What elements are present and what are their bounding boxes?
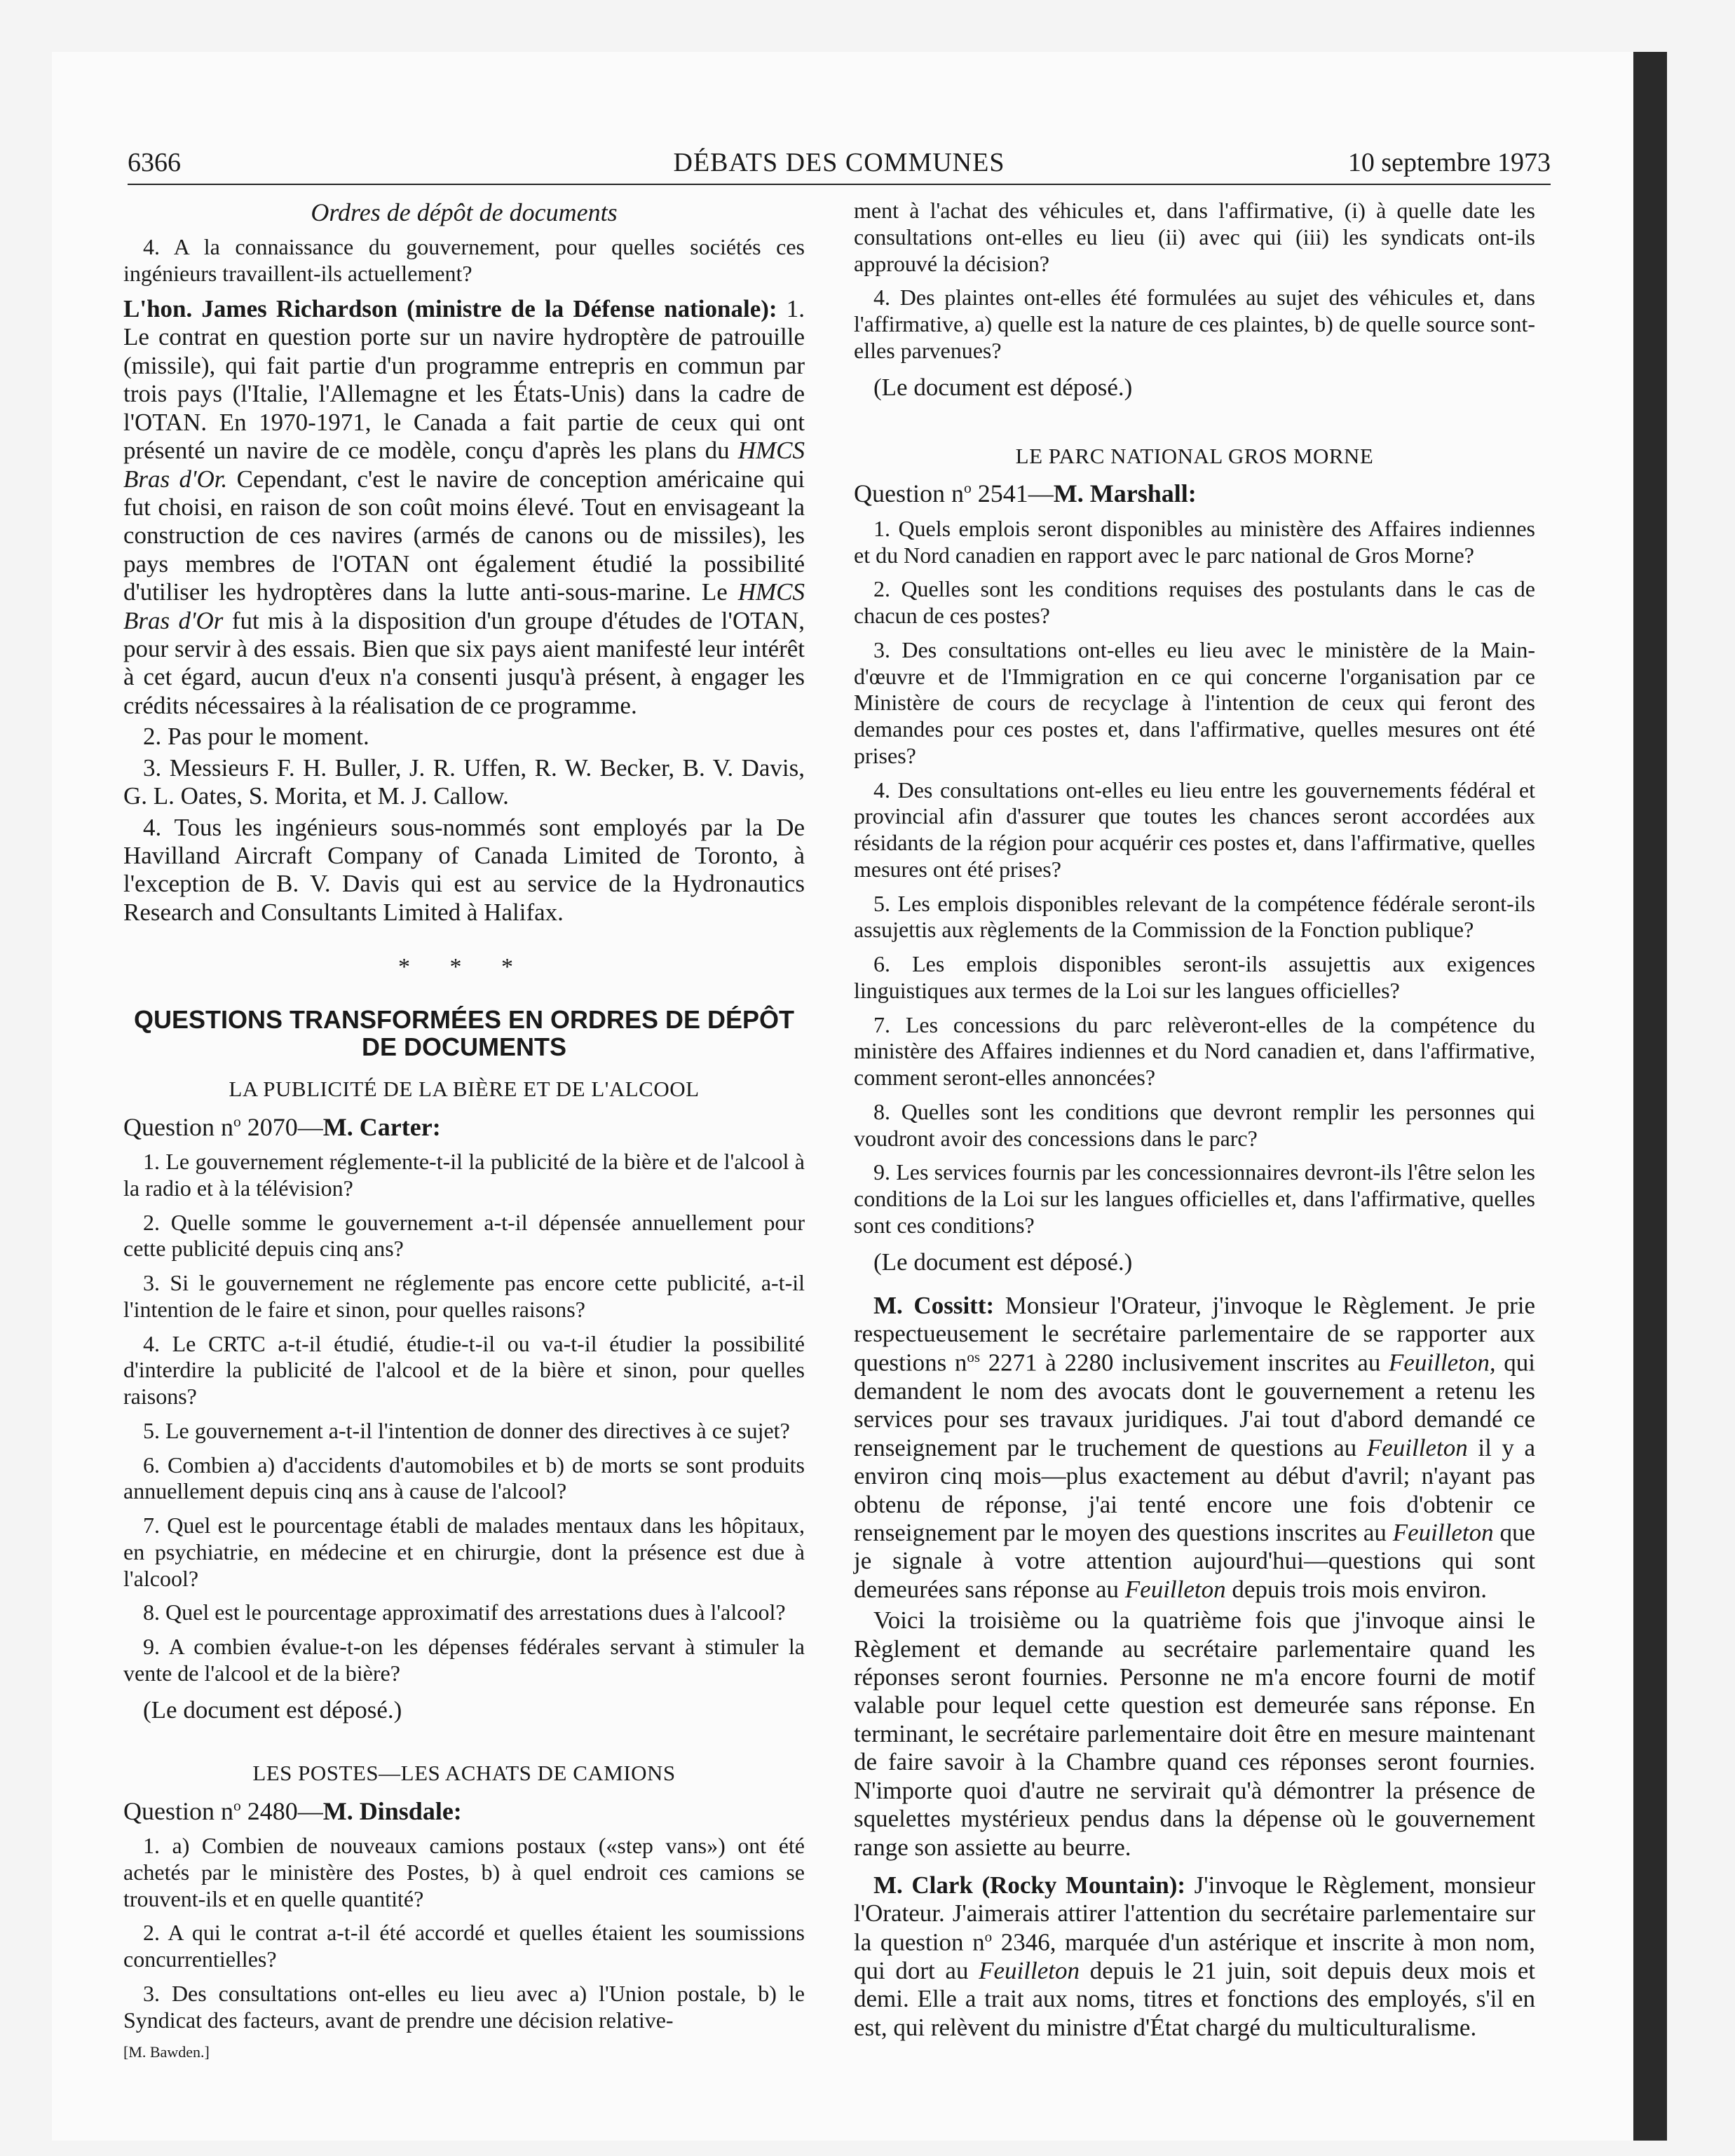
question-item: 1. Le gouvernement réglemente-t-il la publicité de la bière et de l'alcool à la radio et à la télévision? xyxy=(123,1149,805,1201)
page-number: 6366 xyxy=(128,148,181,177)
question-heading xyxy=(123,1796,805,1826)
subheading-beer: LA PUBLICITÉ DE LA BIÈRE ET DE L'ALCOOL xyxy=(229,1077,700,1102)
question-number: 2541— xyxy=(971,479,1054,508)
question-item: 6. Les emplois disponibles seront-ils assujettis aux exigences linguistiques aux termes de la Loi sur les langues officielles? xyxy=(854,951,1535,1003)
feuilleton-ref: Feuilleton xyxy=(1124,1575,1226,1603)
question-item: 6. Combien a) d'accidents d'automobiles et b) de morts se sont produits annuellement depuis cinq ans à cause de l'alcool? xyxy=(123,1452,805,1504)
ship-name: HMCS Bras d'Or xyxy=(123,578,805,634)
feuilleton-ref: Feuilleton xyxy=(1392,1518,1494,1546)
feuilleton-ref: Feuilleton, xyxy=(1389,1349,1496,1377)
question-item: 4. Le CRTC a-t-il étudié, étudie-t-il ou va-t-il étudier la possibilité d'interdire la publicité de l'alcool et de la bière et sinon, pour quelles raisons? xyxy=(123,1330,805,1410)
question-heading xyxy=(123,1112,805,1142)
answer-text: fut mis à la disposition d'un groupe d'études de l'OTAN, pour servir à des essais. Bien que six pays aient manifesté leur intérêt à cet égard, aucun d'eux n'a consenti jusqu'à présent, à engager les crédits nécessaires à la réalisation de ce programme. xyxy=(123,606,805,719)
tabled-notice: (Le document est déposé.) xyxy=(873,1248,1133,1276)
answer-item: 3. Messieurs F. H. Buller, J. R. Uffen, R. W. Becker, B. V. Davis, G. L. Oates, S. Morita, et M. J. Callow. xyxy=(123,753,805,810)
left-column xyxy=(123,198,805,2061)
speech-text: 2271 à 2280 inclusivement inscrites au xyxy=(980,1349,1389,1377)
question-item: 7. Quel est le pourcentage établi de malades mentaux dans les hôpitaux, en psychiatrie, en médecine et en chirurgie, dont la présence est due à l'alcool? xyxy=(123,1513,805,1591)
question-number: 2070— xyxy=(240,1112,323,1141)
question-item: 2. Quelles sont les conditions requises des postulants dans le cas de chacun de ces postes? xyxy=(854,576,1535,629)
number-sign: o xyxy=(964,479,972,497)
question-item: 3. Des consultations ont-elles eu lieu avec le ministère de la Main-d'œuvre et de l'Immigration en ce qui concerne l'organisation par ce Ministère de cours de recyclage à l'intention de ceux qui feront des demandes pour ces postes et, dans l'affirmative, quelles mesures ont été prises? xyxy=(854,636,1535,768)
speaker-name: M. Cossitt: xyxy=(873,1291,995,1319)
section-separator: * * * xyxy=(398,954,530,981)
question-item: 1. Quels emplois seront disponibles au ministère des Affaires indiennes et du Nord canadien en rapport avec le parc national de Gros Morne? xyxy=(854,515,1535,568)
question-continuation: ment à l'achat des véhicules et, dans l'affirmative, (i) à quelle date les consultations ont-elles eu lieu (ii) avec qui (iii) les syndicats ont-ils approuvé la décision? xyxy=(854,198,1535,276)
question-number: 2480— xyxy=(240,1796,323,1825)
question-item: 4. Des plaintes ont-elles été formulées au sujet des véhicules et, dans l'affirmative, a) quelle est la nature de ces plaintes, b) de quelle source sont-elles parvenues? xyxy=(854,285,1535,363)
speech-text: depuis le 21 juin, soit depuis deux mois et demi. Elle a trait aux noms, titres et fonctions des employés, s'il en est, qui relèvent du ministre d'État chargé du multiculturalisme. xyxy=(854,1956,1535,2041)
speech-text: J'invoque le Règlement, monsieur l'Orateur. J'aimerais attirer l'attention du secrétaire parlementaire sur la question n xyxy=(854,1871,1535,1956)
beer-question-list xyxy=(123,1149,805,1687)
member-name: M. Dinsdale: xyxy=(322,1796,462,1825)
question-item: 3. Si le gouvernement ne réglemente pas encore cette publicité, a-t-il l'intention de le faire et sinon, pour quelles raisons? xyxy=(123,1270,805,1322)
right-column xyxy=(854,198,1535,2045)
answer-text: Cependant, c'est le navire de conception américaine qui fut choisi, en raison de son coût moins élevé. Tout en envisageant la construction de ces navires (armés de canons ou de missiles), les pays membres de l'OTAN ont également étudié la possibilité d'utiliser les hydroptères dans la lutte anti-sous-marine. Le xyxy=(123,465,805,606)
answer-item: 2. Pas pour le moment. xyxy=(143,723,369,751)
feuilleton-ref: Feuilleton xyxy=(979,1956,1080,1984)
publication-title: DÉBATS DES COMMUNES xyxy=(673,148,1005,177)
number-sign: o xyxy=(984,1928,993,1945)
speech-text: que je signale à votre attention aujourd'hui—questions qui sont demeurées sans réponse au xyxy=(854,1518,1535,1603)
member-name: M. Carter: xyxy=(322,1112,441,1141)
section-heading-questions: QUESTIONS TRANSFORMÉES EN ORDRES DE DÉPÔT DE DOCUMENTS xyxy=(133,1005,795,1062)
question-item: 8. Quel est le pourcentage approximatif des arrestations dues à l'alcool? xyxy=(143,1599,786,1625)
speech-text: Monsieur l'Orateur, j'invoque le Règlement. Je prie respectueusement le secrétaire parlementaire de se rapporter aux questions n xyxy=(854,1291,1535,1377)
question-label: Question n xyxy=(123,1112,233,1141)
speaker-name: M. Clark (Rocky Mountain): xyxy=(873,1871,1186,1899)
question-item: 1. a) Combien de nouveaux camions postaux («step vans») ont été achetés par le ministère des Postes, b) à quel endroit ces camions se trouvent-ils et en quelle quantité? xyxy=(123,1833,805,1911)
feuilleton-ref: Feuilleton xyxy=(1366,1433,1468,1461)
page-header xyxy=(128,147,1551,185)
speech-text: 2346, marquée d'un astérique et inscrite à mon nom, qui dort au xyxy=(854,1928,1535,1984)
scan-edge xyxy=(1633,52,1667,2141)
ship-name: HMCS Bras d'Or. xyxy=(123,437,805,493)
question-item: 2. Quelle somme le gouvernement a-t-il dépensée annuellement pour cette publicité depuis cinq ans? xyxy=(123,1209,805,1262)
section-heading-orders: Ordres de dépôt de documents xyxy=(311,198,618,226)
number-sign: o xyxy=(233,1796,241,1814)
subheading-trucks: LES POSTES—LES ACHATS DE CAMIONS xyxy=(252,1760,676,1785)
page-date: 10 septembre 1973 xyxy=(1347,148,1551,177)
question-label: Question n xyxy=(123,1796,233,1825)
answer-text: 1. Le contrat en question porte sur un navire hydroptère de patrouille (missile), qui fait partie d'un programme entrepris en commun par trois pays (l'Italie, l'Allemagne et les États-Unis) dans la cadre de l'OTAN. En 1970-1971, le Canada a fait partie de ceux qui ont présenté un navire de ce modèle, conçu d'après les plans du xyxy=(123,294,805,465)
question-item: 3. Des consultations ont-elles eu lieu avec a) l'Union postale, b) le Syndicat des facteurs, avant de prendre une décision relative- xyxy=(123,1980,805,2033)
question-item: 8. Quelles sont les conditions que devront remplir les personnes qui voudront avoir des concessions dans le parc? xyxy=(854,1098,1535,1151)
truck-question-list xyxy=(123,1833,805,2033)
question-item: 9. A combien évalue-t-on les dépenses fédérales servant à stimuler la vente de l'alcool et de la bière? xyxy=(123,1634,805,1686)
subheading-park: LE PARC NATIONAL GROS MORNE xyxy=(1015,443,1374,468)
park-question-list xyxy=(854,516,1535,1239)
speech-text: qui demandent le nom des avocats dont le gouvernement a retenu les services pour ses travaux juridiques. J'ai tout d'abord demandé ce renseignement par le truchement de questions au xyxy=(854,1349,1535,1461)
answer-item: 4. Tous les ingénieurs sous-nommés sont employés par la De Havilland Aircraft Company of Canada Limited de Toronto, à l'exception de B. V. Davis qui est au service de la Hydronautics Research and Consultants Limited à Halifax. xyxy=(123,813,805,926)
cossitt-paragraph xyxy=(854,1292,1535,1604)
speech-text: il y a environ cinq mois—plus exactement au début d'avril; n'ayant pas obtenu de réponse, j'ai tenté encore une fois d'obtenir ce renseignement par le moyen des questions inscrites au xyxy=(854,1433,1536,1546)
number-sign: o xyxy=(233,1112,241,1130)
richardson-answer xyxy=(123,295,805,927)
debate-section xyxy=(854,1292,1535,2042)
question-item: 2. A qui le contrat a-t-il été accordé et quelles étaient les soumissions concurrentielles? xyxy=(123,1920,805,1972)
question-item: 5. Les emplois disponibles relevant de la compétence fédérale seront-ils assujettis aux règlements de la Commission de la Fonction publique? xyxy=(854,890,1535,943)
question-item: 7. Les concessions du parc relèveront-elles de la compétence du ministère des Affaires indiennes et du Nord canadien et, dans l'affirmative, comment seront-elles annoncées? xyxy=(854,1011,1535,1091)
question-item: 5. Le gouvernement a-t-il l'intention de donner des directives à ce sujet? xyxy=(143,1417,790,1443)
question-label: Question n xyxy=(854,479,964,508)
question-item: 4. A la connaissance du gouvernement, pour quelles sociétés ces ingénieurs travaillent-ils actuellement? xyxy=(123,234,805,287)
member-name: M. Marshall: xyxy=(1053,479,1197,508)
richardson-paragraph xyxy=(123,295,805,720)
question-heading xyxy=(854,479,1535,508)
tabled-notice: (Le document est déposé.) xyxy=(873,373,1133,401)
question-item: 4. Des consultations ont-elles eu lieu entre les gouvernements fédéral et provincial afin d'assurer que toutes les chances seront accordées aux résidants de la région pour acquérir ces postes et, dans l'affirmative, quelles mesures ont été prises? xyxy=(854,777,1535,882)
tabled-notice: (Le document est déposé.) xyxy=(143,1696,402,1724)
number-sign: os xyxy=(967,1348,981,1365)
speaker-note: [M. Bawden.] xyxy=(123,2043,210,2061)
speech-text: depuis trois mois environ. xyxy=(1225,1575,1487,1603)
clark-paragraph xyxy=(854,1871,1535,2042)
question-item: 9. Les services fournis par les concessionnaires devront-ils l'être selon les conditions de la Loi sur les langues officielles et, dans l'affirmative, quelles sont ces conditions? xyxy=(854,1159,1535,1238)
cossitt-paragraph-2: Voici la troisième ou la quatrième fois que j'invoque ainsi le Règlement et demande au secrétaire parlementaire quand les réponses seront fournies. Personne ne m'a encore fourni de motif valable pour lequel cette question est demeurée sans réponse. En terminant, le secrétaire parlementaire doit être en mesure maintenant de faire savoir à la Chambre quand ces réponses seront fournies. N'importe quoi d'autre ne servirait qu'à démontrer la présence de squelettes mystérieux pendus dans la dépense où le gouvernement range son assiette au beurre. xyxy=(854,1606,1535,1861)
speaker-name: L'hon. James Richardson (ministre de la Défense nationale): xyxy=(123,294,777,322)
